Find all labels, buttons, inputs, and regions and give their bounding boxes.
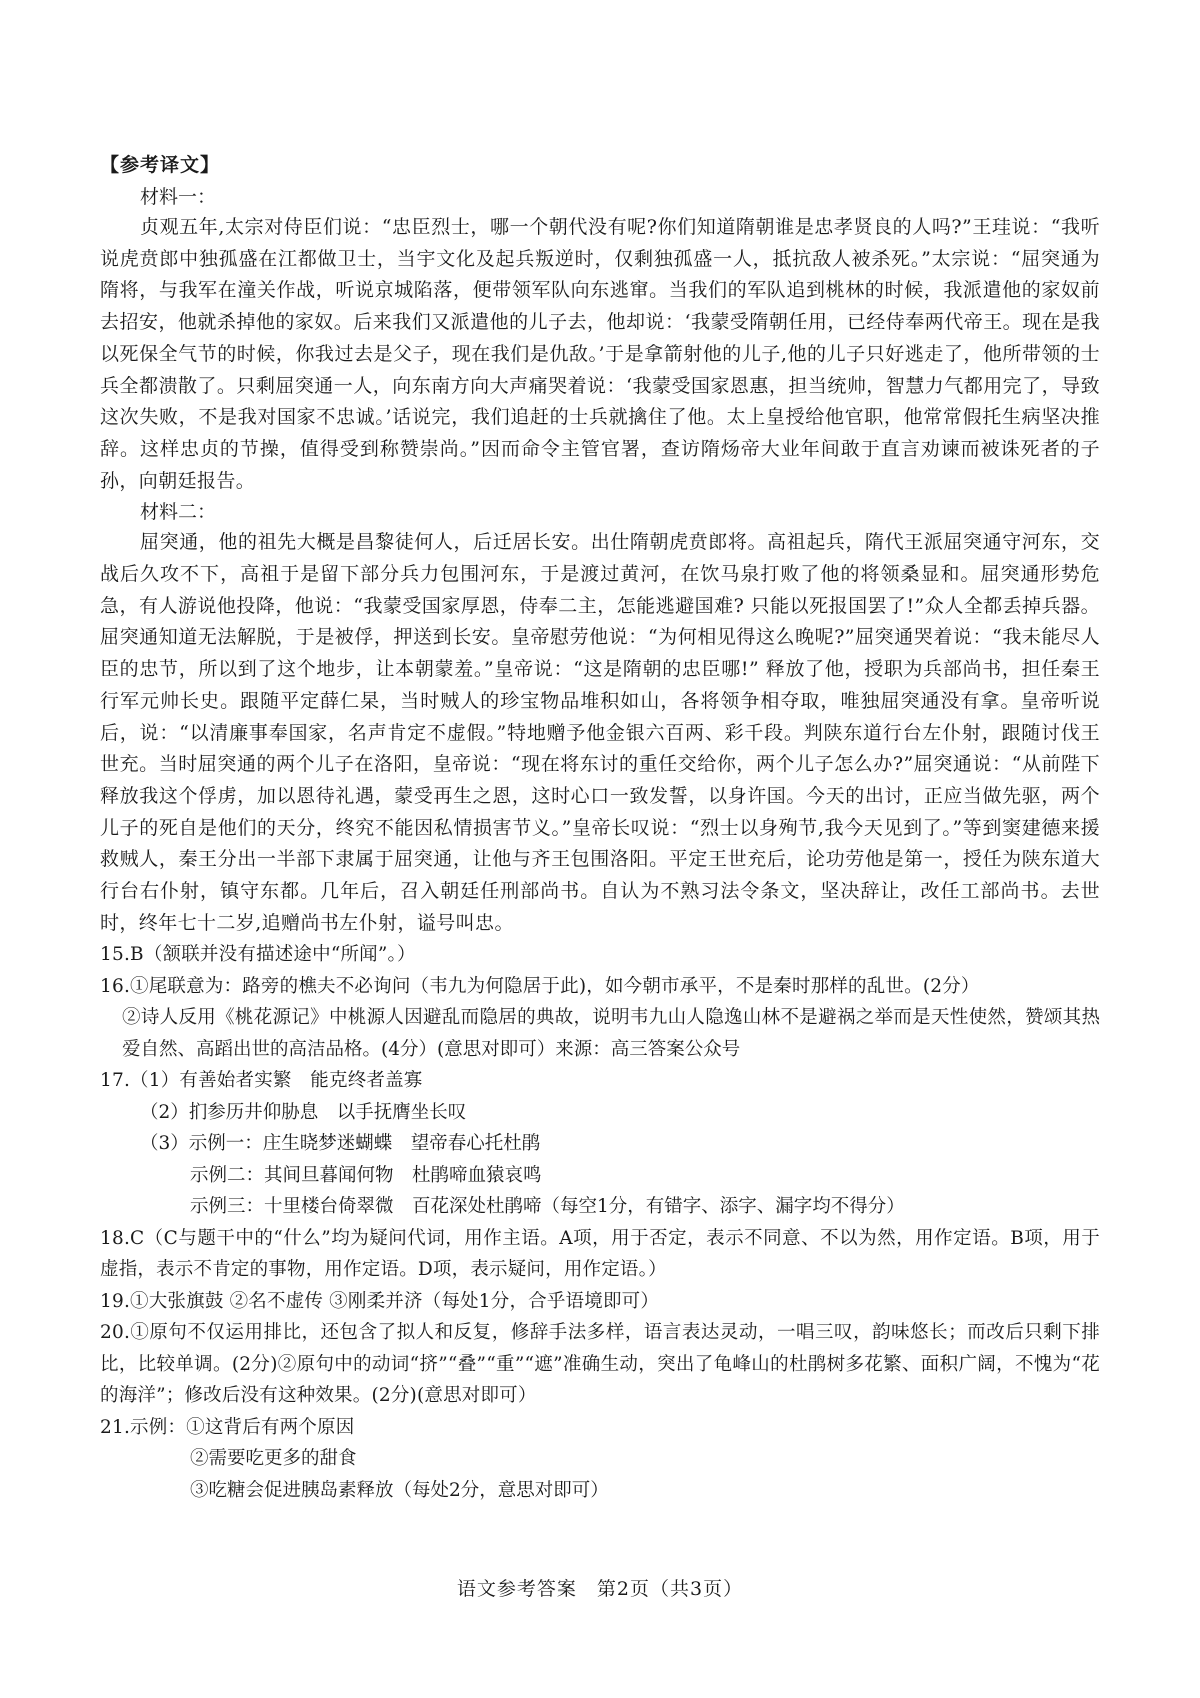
answer-19: 19.①大张旗鼓 ②名不虚传 ③刚柔并济（每处1分，合乎语境即可） — [100, 1290, 660, 1312]
section-heading: 【参考译文】 — [100, 154, 221, 176]
material1-text: 贞观五年,太宗对侍臣们说：“忠臣烈士，哪一个朝代没有呢?你们知道隋朝谁是忠孝贤良的人吗?”王珪说：“我听说虎贲郎中独孤盛在江都做卫士，当宇文化及起兵叛逆时，仅剩独孤盛一人，抵抗敌人被杀死。”太宗说：“屈突通为隋将，与我军在潼关作战，听说京城陷落，便带领军队向东逃窜。当我们的军队追到桃林的时候，我派遣他的家奴前去招安，他就杀掉他的家奴。后来我们又派遣他的儿子去，他却说：‘我蒙受隋朝任用，已经侍奉两代帝王。现在是我以死保全气节的时候，你我过去是父子，现在我们是仇敌。’于是拿箭射他的儿子,他的儿子只好逃走了，他所带领的士兵全都溃散了。只剩屈突通一人，向东南方向大声痛哭着说：‘我蒙受国家恩惠，担当统帅，智慧力气都用完了，导致这次失败，不是我对国家不忠诚。’话说完，我们追赶的士兵就擒住了他。太上皇授给他官职，他常常假托生病坚决推辞。这样忠贞的节操，值得受到称赞崇尚。”因而命令主管官署，查访隋炀帝大业年间敢于直言劝谏而被诛死者的子孙，向朝廷报告。 — [100, 216, 1100, 492]
answer-17-item2: （2）扪参历井仰胁息 以手抚膺坐长叹 — [140, 1101, 467, 1123]
material2-label: 材料二： — [140, 501, 217, 524]
answer-15: 15.B（颔联并没有描述途中“所闻”。） — [100, 944, 416, 966]
answer-17-item3-example1: （3）示例一：庄生晓梦迷蝴蝶 望帝春心托杜鹃 — [140, 1133, 541, 1155]
material2-text: 屈突通，他的祖先大概是昌黎徒何人，后迁居长安。出仕隋朝虎贲郎将。高祖起兵，隋代王派屈突通守河东，交战后久攻不下，高祖于是留下部分兵力包围河东，于是渡过黄河，在饮马泉打败了他的将领桑显和。屈突通形势危急，有人游说他投降，他说：“我蒙受国家厚恩，侍奉二主，怎能逃避国难? 只能以死报国罢了!”众人全都丢掉兵器。屈突通知道无法解脱，于是被俘，押送到长安。皇帝慰劳他说：“为何相见得这么晚呢?”屈突通哭着说：“我未能尽人臣的忠节，所以到了这个地步，让本朝蒙羞。”皇帝说：“这是隋朝的忠臣哪!” 释放了他，授职为兵部尚书，担任秦王行军元帅长史。跟随平定薛仁杲，当时贼人的珍宝物品堆积如山，各将领争相夺取，唯独屈突通没有拿。皇帝听说后，说：“以清廉事奉国家，名声肯定不虚假。”特地赠予他金银六百两、彩千段。判陕东道行台左仆射，跟随讨伐王世充。当时屈突通的两个儿子在洛阳，皇帝说：“现在将东讨的重任交给你，两个儿子怎么办?”屈突通说：“从前陛下释放我这个俘虏，加以恩待礼遇，蒙受再生之恩，这时心口一致发誓，以身许国。今天的出讨，正应当做先驱，两个儿子的死自是他们的天分，终究不能因私情损害节义。”皇帝长叹说：“烈士以身殉节,我今天见到了。”等到窦建德来援救贼人，秦王分出一半部下隶属于屈突通，让他与齐王包围洛阳。平定王世充后，论功劳他是第一，授任为陕东道大行台右仆射，镇守东都。几年后，召入朝廷任刑部尚书。自认为不熟习法令条文，坚决辞让，改任工部尚书。去世时，终年七十二岁,追赠尚书左仆射，谥号叫忠。 — [100, 531, 1100, 934]
answer-16-part2: ②诗人反用《桃花源记》中桃源人因避乱而隐居的典故，说明韦九山人隐逸山林不是避祸之举而是天性使然，赞颂其热爱自然、高蹈出世的高洁品格。(4分）(意思对即可）来源：高三答案公众号 — [122, 1007, 1100, 1060]
answer-21-line1: 21.示例：①这背后有两个原因 — [100, 1416, 355, 1438]
answer-16-part1: 16.①尾联意为：路旁的樵夫不必询问（韦九为何隐居于此)，如今朝市承平，不是秦时那样的乱世。(2分） — [100, 975, 980, 997]
material1-label: 材料一： — [140, 186, 217, 208]
answer-21-line2: ②需要吃更多的甜食 — [190, 1448, 357, 1470]
answer-17-item3-example3: 示例三：十里楼台倚翠微 百花深处杜鹃啼（每空1分，有错字、添字、漏字均不得分） — [190, 1196, 905, 1218]
answer-18: 18.C（C与题干中的“什么”均为疑问代词，用作主语。A项，用于否定，表示不同意、不以为然，用作定语。B项，用于虚指，表示不肯定的事物，用作定语。D项，表示疑问，用作定语。） — [100, 1227, 1100, 1281]
answer-17-item3-example2: 示例二：其间旦暮闻何物 杜鹃啼血猿哀鸣 — [190, 1164, 542, 1186]
answer-17-item1: 17.（1）有善始者实繁 能克终者盖寡 — [100, 1070, 423, 1092]
page-footer: 语文参考答案 第2页（共3页） — [456, 1578, 744, 1600]
answer-20: 20.①原句不仅运用排比，还包含了拟人和反复，修辞手法多样，语言表达灵动，一唱三叹，韵味悠长；而改后只剩下排比，比较单调。(2分)②原句中的动词“挤”“叠”“重”“遮”准确生动，突出了龟峰山的杜鹃树多花繁、面积广阔，不愧为“花的海洋”；修改后没有这种效果。(2分)(意思对即可） — [100, 1322, 1100, 1407]
answer-21-line3: ③吃糖会促进胰岛素释放（每处2分，意思对即可） — [190, 1479, 609, 1501]
